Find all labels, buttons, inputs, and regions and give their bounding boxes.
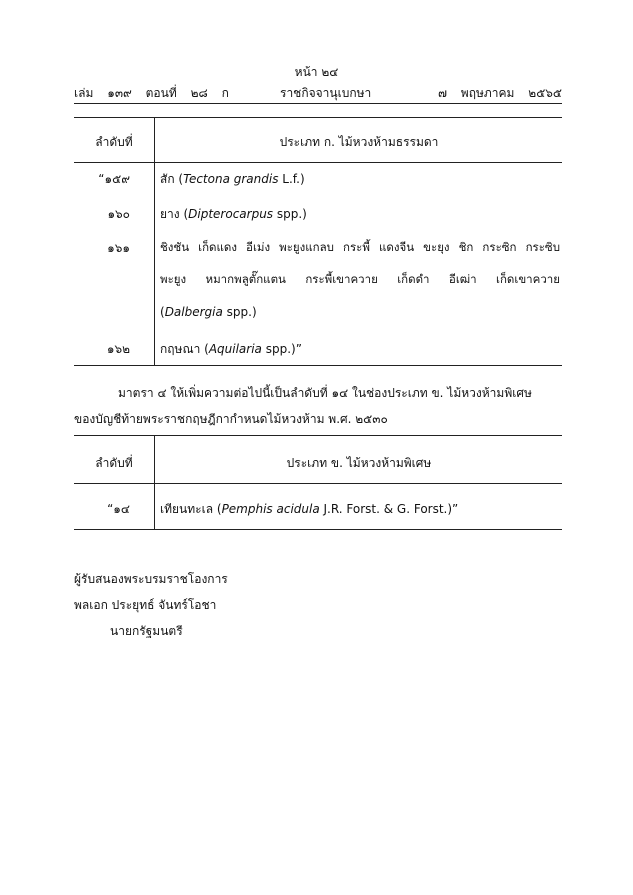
table1-col2-header: ประเภท ก. ไม้หวงห้ามธรรมดา (279, 135, 439, 149)
row-number: ๑๖๐ (107, 207, 130, 221)
gazette-title: ราชกิจจานุเบกษา (280, 86, 372, 100)
table1-header-divider (74, 162, 562, 163)
row-species-line1: ชิงชัน เก็ดแดง อีเม่ง พะยูงแกลบ กระพี้ แดงจีน ขะยุง ชิก กระซิก กระซิบ (160, 240, 560, 254)
scientific-name: Pemphis acidula (221, 502, 320, 516)
row-number: ๑๖๒ (106, 342, 130, 356)
table2-header-divider (74, 483, 562, 484)
row-species: กฤษณา (Aquilaria spp.)” (160, 342, 302, 356)
author: spp.) (222, 305, 257, 319)
section-letter: ก (221, 86, 229, 100)
table1-col1-header: ลำดับที่ (95, 135, 133, 149)
author: L.f.) (278, 172, 305, 186)
row-species: ยาง (Dipterocarpus spp.) (160, 207, 307, 221)
signatory-name: พลเอก ประยุทธ์ จันทร์โอชา (74, 598, 217, 612)
species-name: สัก (160, 172, 175, 186)
signatory-title: นายกรัฐมนตรี (110, 624, 183, 638)
header-divider (74, 103, 562, 104)
article-line2: ของบัญชีท้ายพระราชกฤษฎีกากำหนดไม้หวงห้าม พ.ศ. ๒๕๓๐ (74, 412, 388, 426)
row-species-line2: พะยูง หมากพลูตั๊กแตน กระพี้เขาควาย เก็ดดำ อีเฒ่า เก็ดเขาควาย (160, 272, 560, 286)
page-number: หน้า ๒๔ (294, 65, 339, 79)
table1-top-border (74, 117, 562, 118)
author: spp.) (273, 207, 307, 221)
table2-col1-header: ลำดับที่ (95, 456, 133, 470)
countersign-label: ผู้รับสนองพระบรมราชโองการ (74, 572, 228, 586)
table1-bottom-border (74, 365, 562, 366)
gazette-header (74, 84, 562, 102)
row-number: “๑๕๙ (98, 172, 130, 186)
publish-date (428, 84, 562, 103)
volume-number: ๑๓๙ (107, 86, 132, 100)
species-name: เทียนทะเล (160, 502, 214, 516)
date-year: ๒๕๖๕ (528, 86, 562, 100)
date-day: ๗ (437, 86, 447, 100)
date-month: พฤษภาคม (460, 86, 515, 100)
volume-info (74, 84, 239, 103)
row-species: สัก (Tectona grandis L.f.) (160, 172, 305, 186)
table2-column-divider (154, 435, 155, 529)
row-number: ๑๖๑ (107, 241, 130, 255)
row-number: “๑๔ (107, 502, 130, 516)
section-label: ตอนที่ (145, 86, 177, 100)
table2-top-border (74, 435, 562, 436)
volume-label: เล่ม (74, 86, 94, 100)
author: spp.)” (261, 342, 302, 356)
section-number: ๒๘ (190, 86, 208, 100)
author: J.R. Forst. & G. Forst.)” (319, 502, 459, 516)
table1-column-divider (154, 117, 155, 365)
scientific-name: Dipterocarpus (188, 207, 274, 221)
species-name: กฤษณา (160, 342, 201, 356)
scientific-name: Tectona grandis (183, 172, 279, 186)
table2-col2-header: ประเภท ข. ไม้หวงห้ามพิเศษ (286, 456, 432, 470)
article-line1: มาตรา ๔ ให้เพิ่มความต่อไปนี้เป็นลำดับที่ ๑๔ ในช่องประเภท ข. ไม้หวงห้ามพิเศษ (118, 386, 532, 400)
row-species-line3: (Dalbergia spp.) (160, 305, 257, 319)
row-species: เทียนทะเล (Pemphis acidula J.R. Forst. & G. Forst.)” (160, 502, 459, 516)
table2-bottom-border (74, 529, 562, 530)
scientific-name: Dalbergia (164, 305, 223, 319)
species-name: ยาง (160, 207, 180, 221)
scientific-name: Aquilaria (208, 342, 262, 356)
